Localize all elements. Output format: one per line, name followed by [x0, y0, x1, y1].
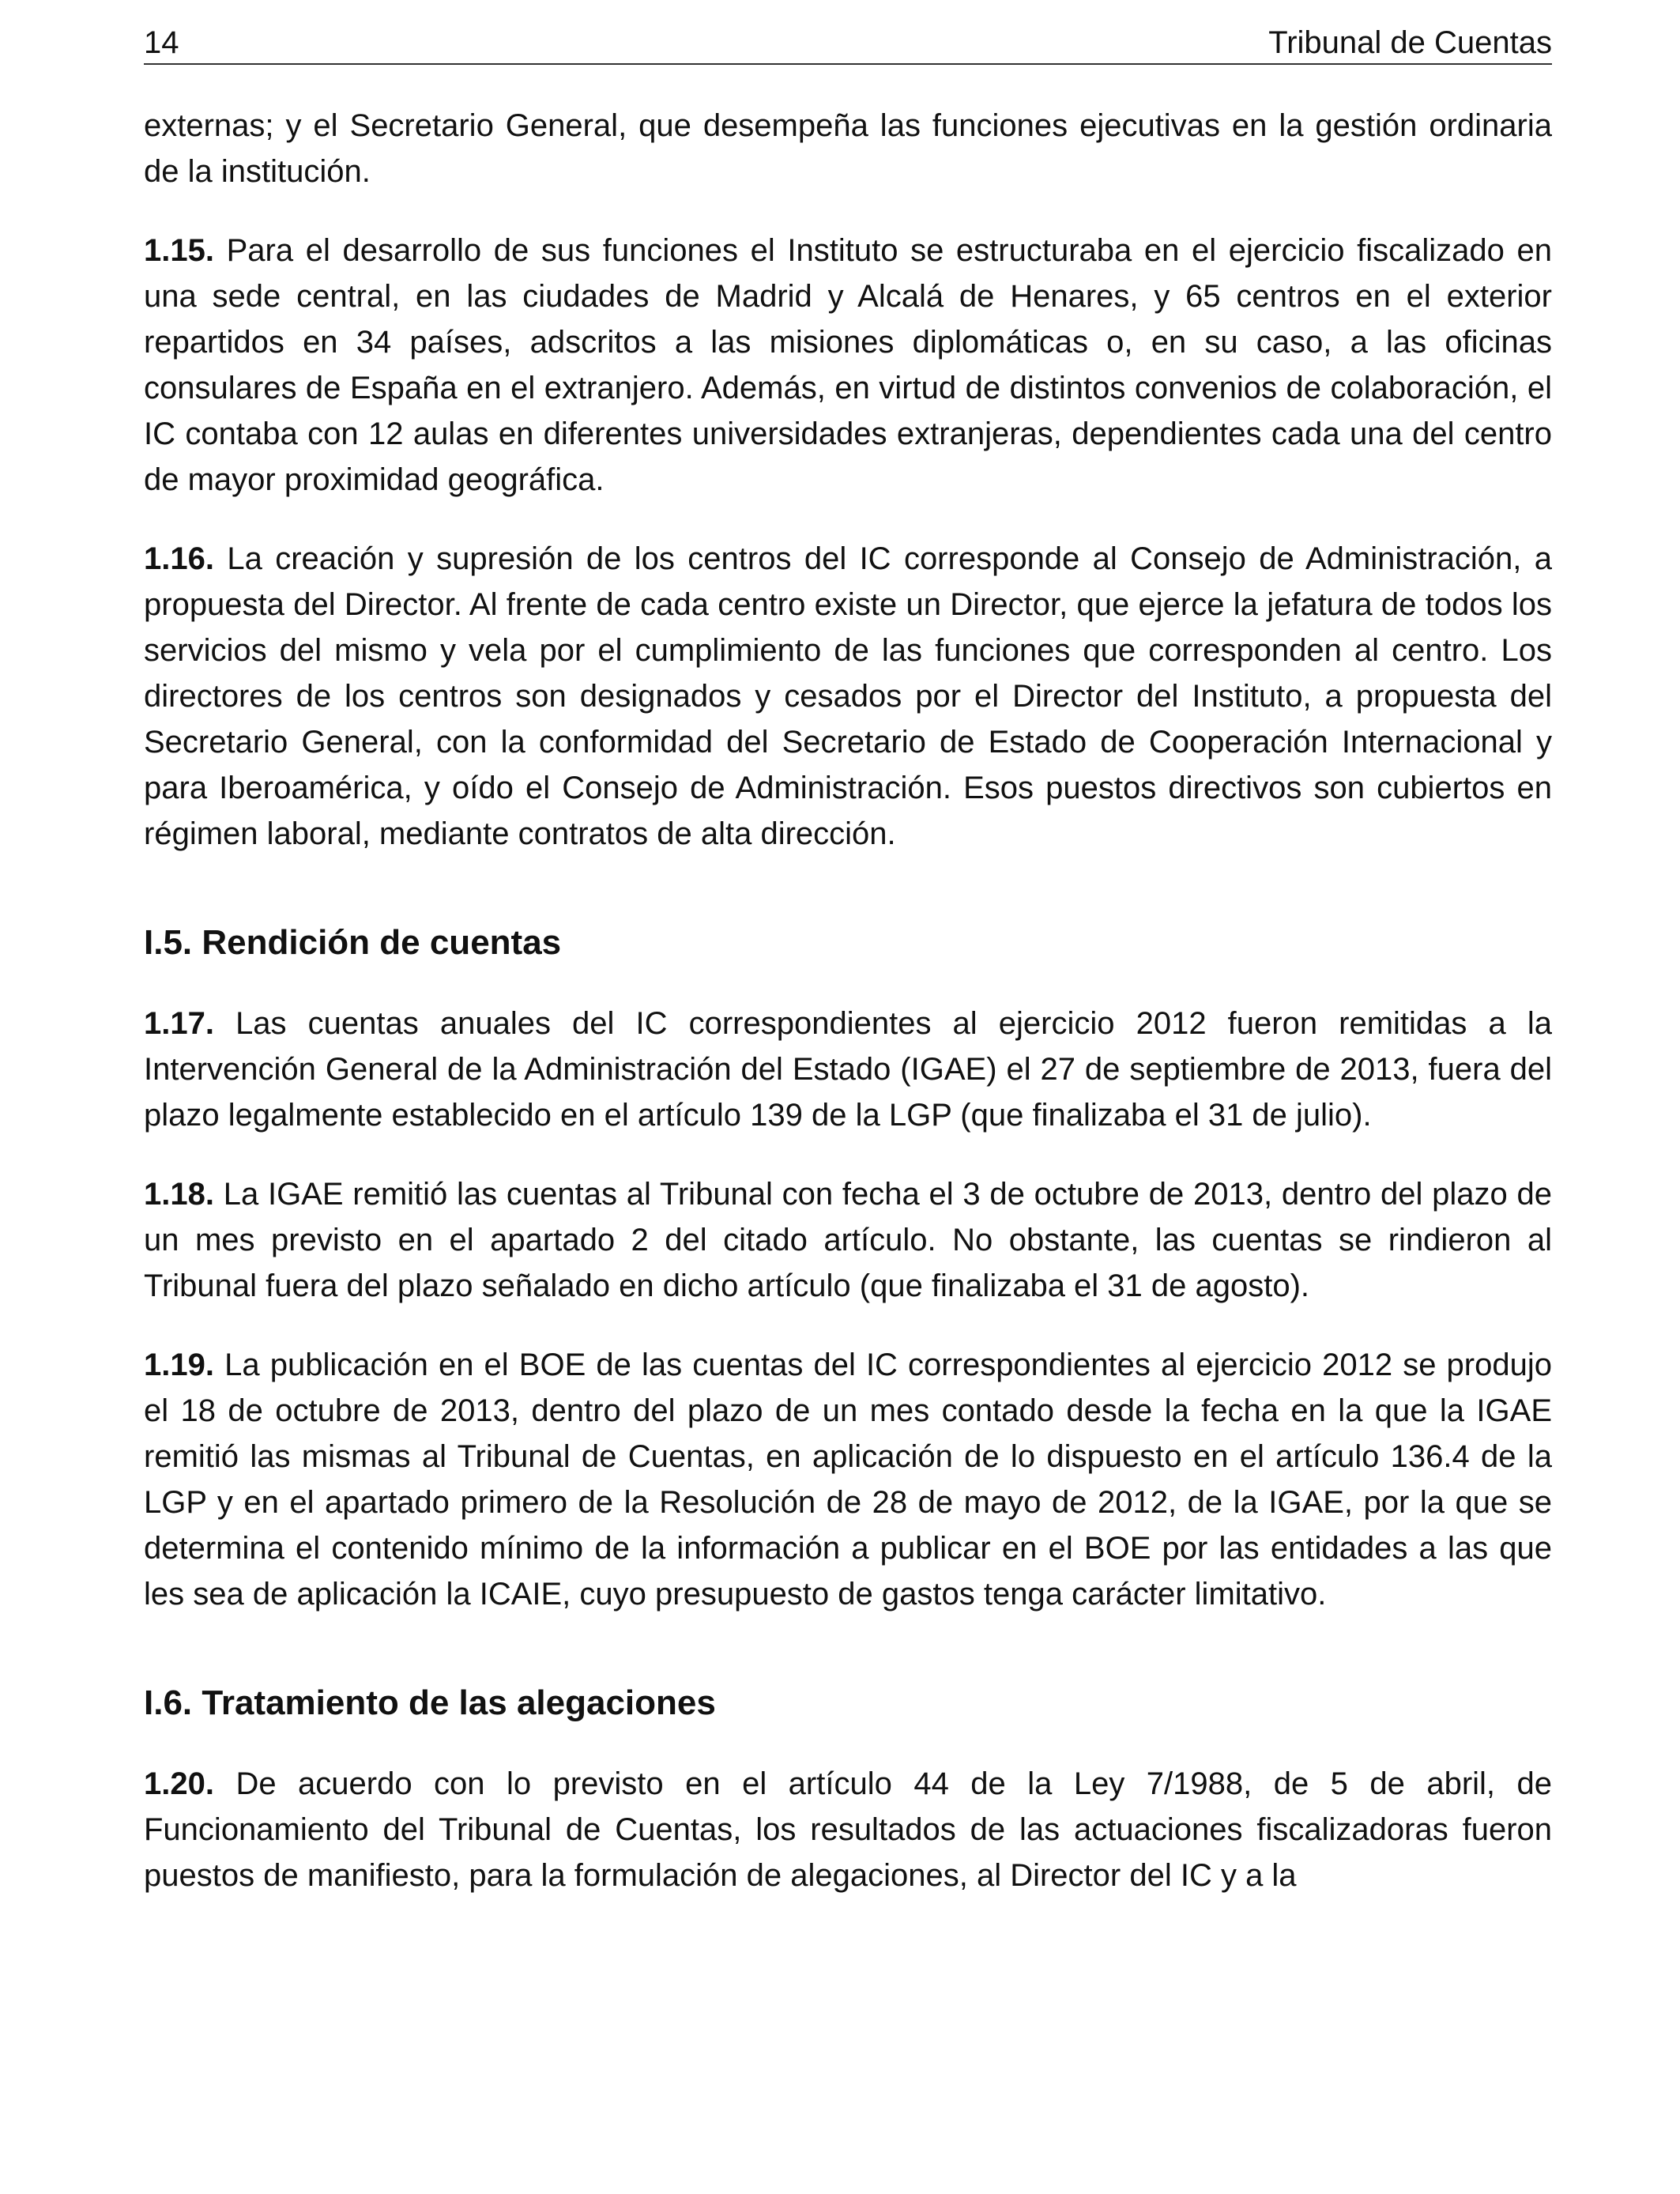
paragraph-text: La IGAE remitió las cuentas al Tribunal con fecha el 3 de octubre de 2013, dentro del plazo de un mes previsto en el apartado 2 del citado artículo. No obstante, las cuentas se rindieron al Tribunal fuera del plazo señalado en dicho artículo (que finalizaba el 31 de agosto).: [144, 1177, 1552, 1303]
paragraph-text: Las cuentas anuales del IC correspondientes al ejercicio 2012 fueron remitidas a la Intervención General de la Administración del Estado (IGAE) el 27 de septiembre de 2013, fuera del plazo legalmente establecido en el artículo 139 de la LGP (que finalizaba el 31 de julio).: [144, 1006, 1552, 1133]
paragraph-number: 1.19.: [144, 1348, 214, 1382]
header-title: Tribunal de Cuentas: [1268, 25, 1552, 60]
running-header: [144, 22, 1552, 65]
section-heading-alegaciones: I.6. Tratamiento de las alegaciones: [144, 1683, 716, 1722]
document-body: [144, 103, 1552, 1932]
paragraph-number: 1.18.: [144, 1177, 214, 1212]
paragraph-text: De acuerdo con lo previsto en el artículo 44 de la Ley 7/1988, de 5 de abril, de Funcionamiento del Tribunal de Cuentas, los resultados de las actuaciones fiscalizadoras fueron puestos de manifiesto, para la formulación de alegaciones, al Director del IC y a la: [144, 1766, 1552, 1893]
section-heading-rendicion: I.5. Rendición de cuentas: [144, 923, 562, 962]
paragraph-number: 1.15.: [144, 233, 214, 268]
paragraph-text: La publicación en el BOE de las cuentas del IC correspondientes al ejercicio 2012 se produjo el 18 de octubre de 2013, dentro del plazo de un mes contado desde la fecha en la que la IGAE remitió las mismas al Tribunal de Cuentas, en aplicación de lo dispuesto en el artículo 136.4 de la LGP y en el apartado primero de la Resolución de 28 de mayo de 2012, de la IGAE, por la que se determina el contenido mínimo de la información a publicar en el BOE por las entidades a las que les sea de aplicación la ICAIE, cuyo presupuesto de gastos tenga carácter limitativo.: [144, 1348, 1552, 1612]
paragraph-text: La creación y supresión de los centros del IC corresponde al Consejo de Administración, a propuesta del Director. Al frente de cada centro existe un Director, que ejerce la jefatura de todos los servicios del mismo y vela por el cumplimiento de las funciones que corresponden al centro. Los directores de los centros son designados y cesados por el Director del Instituto, a propuesta del Secretario General, con la conformidad del Secretario de Estado de Cooperación Internacional y para Iberoamérica, y oído el Consejo de Administración. Esos puestos directivos son cubiertos en régimen laboral, mediante contratos de alta dirección.: [144, 541, 1552, 851]
paragraph-number: 1.17.: [144, 1006, 214, 1041]
paragraph-number: 1.20.: [144, 1766, 214, 1801]
paragraph-1-15: [144, 228, 1552, 503]
intro-text: externas; y el Secretario General, que desempeña las funciones ejecutivas en la gestión ordinaria de la institución.: [144, 108, 1552, 189]
page-number: 14: [144, 25, 179, 60]
paragraph-1-16: [144, 536, 1552, 857]
paragraph-1-20: [144, 1761, 1552, 1898]
paragraph-text: Para el desarrollo de sus funciones el Instituto se estructuraba en el ejercicio fiscalizado en una sede central, en las ciudades de Madrid y Alcalá de Henares, y 65 centros en el exterior repartidos en 34 países, adscritos a las misiones diplomáticas o, en su caso, a las oficinas consulares de España en el extranjero. Además, en virtud de distintos convenios de colaboración, el IC contaba con 12 aulas en diferentes universidades extranjeras, dependientes cada una del centro de mayor proximidad geográfica.: [144, 233, 1553, 497]
paragraph-1-17: [144, 1001, 1552, 1138]
paragraph-1-18: [144, 1171, 1552, 1309]
paragraph-number: 1.16.: [144, 541, 214, 576]
document-page: [144, 0, 1552, 2194]
paragraph-1-19: [144, 1342, 1552, 1617]
intro-paragraph: [144, 103, 1552, 194]
